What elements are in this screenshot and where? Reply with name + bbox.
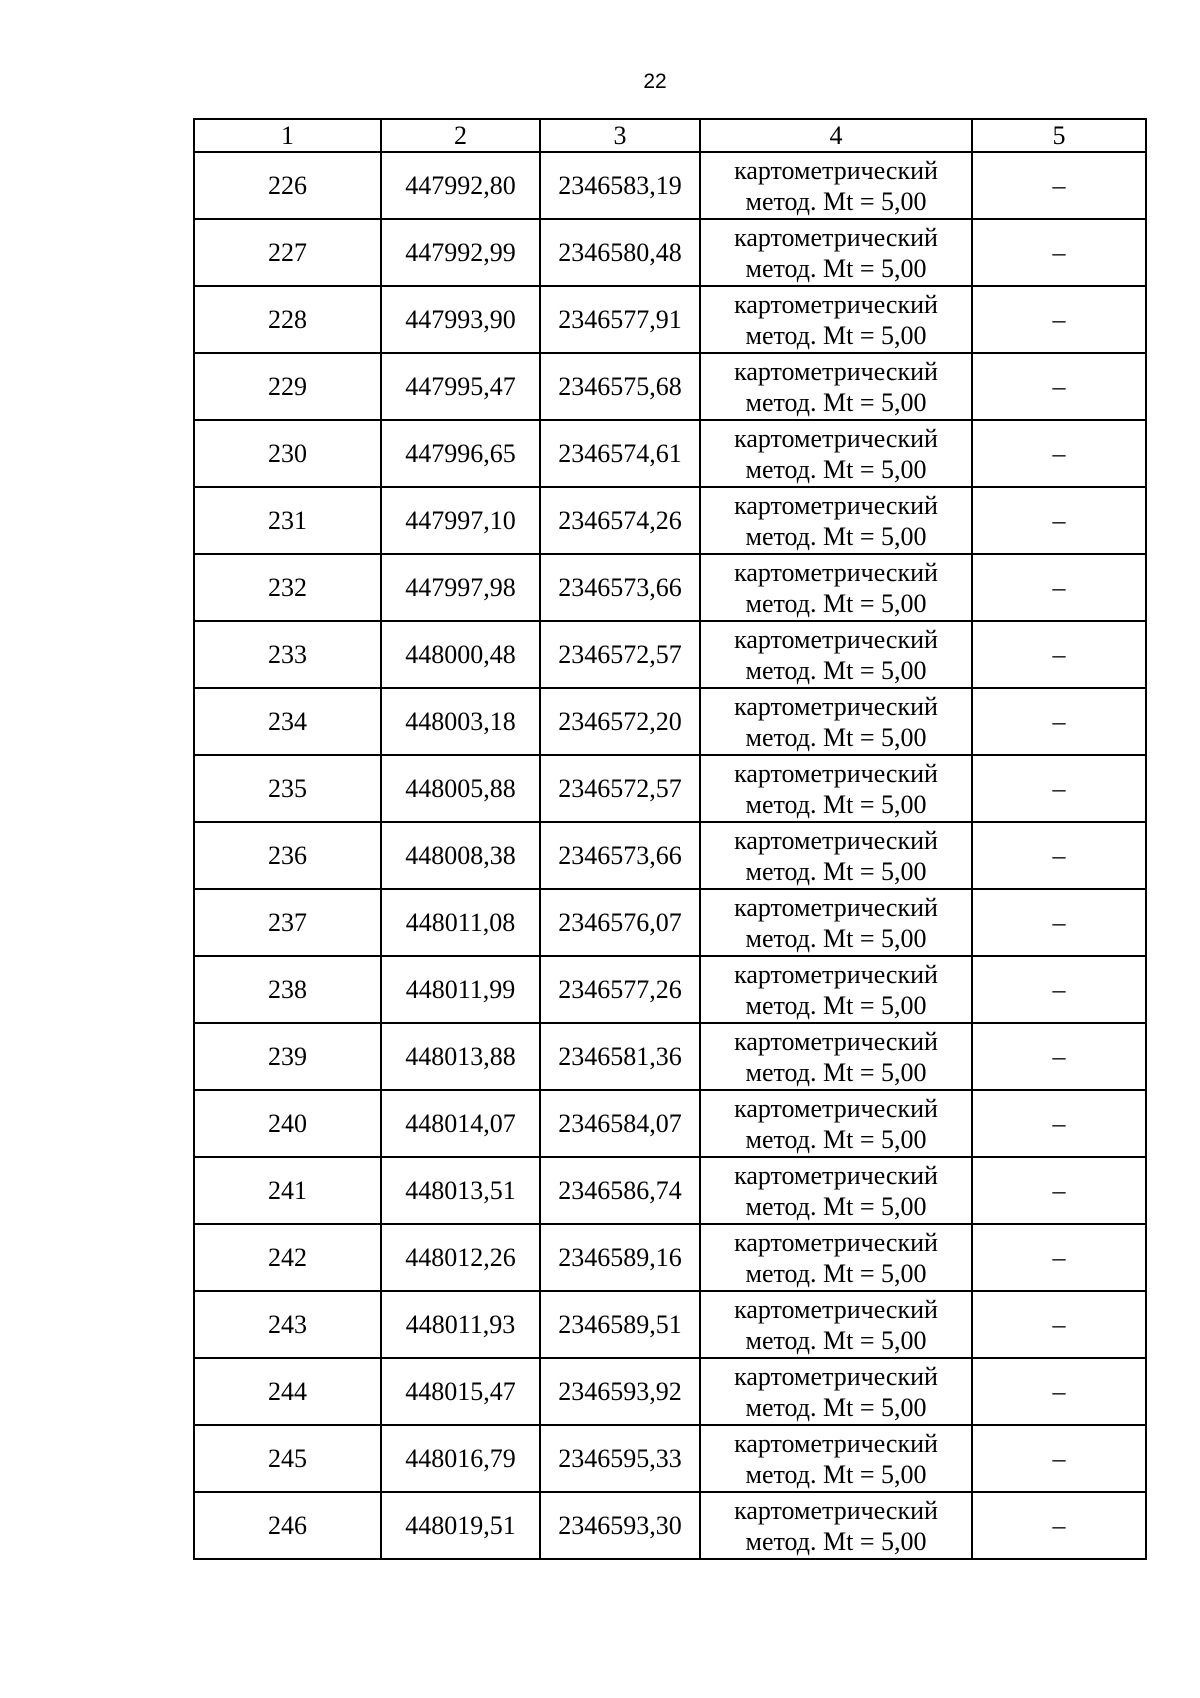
method-cell [700,487,972,554]
point-number-cell: 228 [194,286,381,353]
method-text-line: метод. Mt = 5,00 [745,722,927,752]
table-row [194,1157,1146,1224]
method-cell [700,152,972,219]
y-coordinate-cell: 2346575,68 [540,353,700,420]
method-cell [700,1358,972,1425]
method-text-line: картометрический [734,758,938,788]
method-text-line: метод. Mt = 5,00 [745,320,927,350]
table-row [194,487,1146,554]
method-cell [700,621,972,688]
table-row [194,1224,1146,1291]
method-text-line: картометрический [734,1495,938,1525]
point-number-cell: 230 [194,420,381,487]
method-text-line: картометрический [734,356,938,386]
x-coordinate-cell: 448011,93 [381,1291,540,1358]
method-cell [700,1090,972,1157]
method-cell [700,286,972,353]
page-number: 22 [643,70,667,93]
note-cell: – [972,1425,1146,1492]
coordinates-table [193,118,1147,1560]
point-number-cell: 238 [194,956,381,1023]
x-coordinate-cell: 447996,65 [381,420,540,487]
method-cell [700,1023,972,1090]
header-row [194,119,1146,152]
x-coordinate-cell: 447992,99 [381,219,540,286]
method-cell [700,554,972,621]
y-coordinate-cell: 2346583,19 [540,152,700,219]
table-row [194,889,1146,956]
y-coordinate-cell: 2346584,07 [540,1090,700,1157]
y-coordinate-cell: 2346593,30 [540,1492,700,1559]
point-number-cell: 245 [194,1425,381,1492]
method-text-line: картометрический [734,1428,938,1458]
point-number-cell: 236 [194,822,381,889]
method-text-line: картометрический [734,1093,938,1123]
point-number-cell: 242 [194,1224,381,1291]
table-row [194,621,1146,688]
x-coordinate-cell: 448013,51 [381,1157,540,1224]
note-cell: – [972,621,1146,688]
note-cell: – [972,219,1146,286]
method-text-line: картометрический [734,624,938,654]
y-coordinate-cell: 2346595,33 [540,1425,700,1492]
x-coordinate-cell: 447997,10 [381,487,540,554]
y-coordinate-cell: 2346574,61 [540,420,700,487]
point-number-cell: 239 [194,1023,381,1090]
note-cell: – [972,554,1146,621]
y-coordinate-cell: 2346577,91 [540,286,700,353]
table-row [194,286,1146,353]
method-cell [700,822,972,889]
method-cell [700,1492,972,1559]
method-text-line: картометрический [734,1026,938,1056]
note-cell: – [972,822,1146,889]
x-coordinate-cell: 447997,98 [381,554,540,621]
method-cell [700,755,972,822]
table-row [194,1291,1146,1358]
x-coordinate-cell: 447993,90 [381,286,540,353]
method-text-line: картометрический [734,557,938,587]
point-number-cell: 234 [194,688,381,755]
method-text-line: картометрический [734,1361,938,1391]
table-row [194,420,1146,487]
x-coordinate-cell: 448011,99 [381,956,540,1023]
note-cell: – [972,353,1146,420]
method-text-line: метод. Mt = 5,00 [745,923,927,953]
x-coordinate-cell: 448011,08 [381,889,540,956]
x-coordinate-cell: 448019,51 [381,1492,540,1559]
y-coordinate-cell: 2346576,07 [540,889,700,956]
y-coordinate-cell: 2346589,16 [540,1224,700,1291]
method-text-line: метод. Mt = 5,00 [745,1057,927,1087]
method-text-line: метод. Mt = 5,00 [745,1392,927,1422]
x-coordinate-cell: 447992,80 [381,152,540,219]
note-cell: – [972,487,1146,554]
method-cell [700,688,972,755]
table-row [194,1023,1146,1090]
y-coordinate-cell: 2346573,66 [540,822,700,889]
method-cell [700,956,972,1023]
point-number-cell: 241 [194,1157,381,1224]
method-cell [700,889,972,956]
method-text-line: метод. Mt = 5,00 [745,655,927,685]
method-text-line: картометрический [734,222,938,252]
method-text-line: метод. Mt = 5,00 [745,1459,927,1489]
method-cell [700,353,972,420]
note-cell: – [972,286,1146,353]
table-row [194,688,1146,755]
table-row [194,353,1146,420]
x-coordinate-cell: 448000,48 [381,621,540,688]
method-text-line: метод. Mt = 5,00 [745,1258,927,1288]
note-cell: – [972,1157,1146,1224]
table-row [194,152,1146,219]
method-text-line: картометрический [734,289,938,319]
x-coordinate-cell: 448015,47 [381,1358,540,1425]
point-number-cell: 237 [194,889,381,956]
method-text-line: метод. Mt = 5,00 [745,1526,927,1556]
note-cell: – [972,1358,1146,1425]
point-number-cell: 233 [194,621,381,688]
note-cell: – [972,688,1146,755]
note-cell: – [972,1224,1146,1291]
method-text-line: метод. Mt = 5,00 [745,253,927,283]
header-cell-1: 1 [194,119,381,152]
x-coordinate-cell: 448013,88 [381,1023,540,1090]
header-cell-5: 5 [972,119,1146,152]
point-number-cell: 246 [194,1492,381,1559]
table-row [194,822,1146,889]
y-coordinate-cell: 2346572,20 [540,688,700,755]
method-text-line: картометрический [734,959,938,989]
point-number-cell: 226 [194,152,381,219]
method-text-line: картометрический [734,892,938,922]
method-text-line: метод. Mt = 5,00 [745,521,927,551]
note-cell: – [972,889,1146,956]
point-number-cell: 244 [194,1358,381,1425]
x-coordinate-cell: 448016,79 [381,1425,540,1492]
y-coordinate-cell: 2346586,74 [540,1157,700,1224]
x-coordinate-cell: 448005,88 [381,755,540,822]
x-coordinate-cell: 448003,18 [381,688,540,755]
method-text-line: картометрический [734,490,938,520]
table-row [194,1090,1146,1157]
method-text-line: метод. Mt = 5,00 [745,387,927,417]
note-cell: – [972,1023,1146,1090]
method-text-line: метод. Mt = 5,00 [745,856,927,886]
method-cell [700,1291,972,1358]
y-coordinate-cell: 2346589,51 [540,1291,700,1358]
table-row [194,755,1146,822]
y-coordinate-cell: 2346580,48 [540,219,700,286]
method-text-line: картометрический [734,423,938,453]
note-cell: – [972,1492,1146,1559]
point-number-cell: 235 [194,755,381,822]
method-cell [700,1425,972,1492]
y-coordinate-cell: 2346581,36 [540,1023,700,1090]
y-coordinate-cell: 2346577,26 [540,956,700,1023]
y-coordinate-cell: 2346572,57 [540,755,700,822]
method-text-line: картометрический [734,691,938,721]
method-text-line: метод. Mt = 5,00 [745,1325,927,1355]
table-row [194,1425,1146,1492]
header-cell-2: 2 [381,119,540,152]
method-text-line: метод. Mt = 5,00 [745,588,927,618]
point-number-cell: 240 [194,1090,381,1157]
header-cell-3: 3 [540,119,700,152]
method-text-line: картометрический [734,155,938,185]
point-number-cell: 227 [194,219,381,286]
x-coordinate-cell: 448008,38 [381,822,540,889]
note-cell: – [972,956,1146,1023]
method-cell [700,420,972,487]
method-text-line: метод. Mt = 5,00 [745,789,927,819]
x-coordinate-cell: 448012,26 [381,1224,540,1291]
note-cell: – [972,420,1146,487]
x-coordinate-cell: 447995,47 [381,353,540,420]
table-row [194,219,1146,286]
table-row [194,1492,1146,1559]
method-text-line: метод. Mt = 5,00 [745,1191,927,1221]
header-cell-4: 4 [700,119,972,152]
method-cell [700,1224,972,1291]
table-row [194,1358,1146,1425]
method-text-line: картометрический [734,825,938,855]
y-coordinate-cell: 2346573,66 [540,554,700,621]
note-cell: – [972,1291,1146,1358]
point-number-cell: 229 [194,353,381,420]
point-number-cell: 231 [194,487,381,554]
point-number-cell: 232 [194,554,381,621]
method-cell [700,219,972,286]
method-cell [700,1157,972,1224]
method-text-line: картометрический [734,1227,938,1257]
table-row [194,956,1146,1023]
x-coordinate-cell: 448014,07 [381,1090,540,1157]
method-text-line: метод. Mt = 5,00 [745,186,927,216]
table-body [194,152,1146,1559]
y-coordinate-cell: 2346572,57 [540,621,700,688]
point-number-cell: 243 [194,1291,381,1358]
y-coordinate-cell: 2346574,26 [540,487,700,554]
method-text-line: метод. Mt = 5,00 [745,454,927,484]
note-cell: – [972,1090,1146,1157]
note-cell: – [972,755,1146,822]
method-text-line: картометрический [734,1294,938,1324]
table-row [194,554,1146,621]
note-cell: – [972,152,1146,219]
method-text-line: картометрический [734,1160,938,1190]
method-text-line: метод. Mt = 5,00 [745,990,927,1020]
y-coordinate-cell: 2346593,92 [540,1358,700,1425]
method-text-line: метод. Mt = 5,00 [745,1124,927,1154]
